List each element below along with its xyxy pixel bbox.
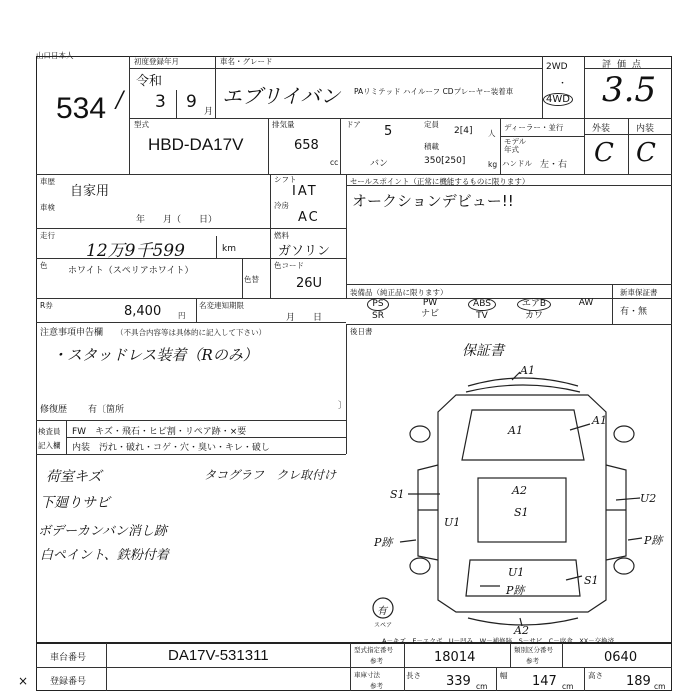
mark-s1-center: S1: [514, 506, 529, 519]
equipment-item-bottom: SR: [372, 311, 384, 322]
designation-number: 18014: [434, 650, 476, 665]
lot-number: 534: [56, 92, 107, 125]
handle: 左・右: [540, 160, 568, 170]
mark-s1-left: S1: [390, 488, 405, 501]
warranty: 有・無: [620, 307, 648, 317]
mark-p-left: P跡: [374, 536, 393, 549]
mark-u1-left: U1: [444, 516, 461, 529]
mark-s1-right: S1: [584, 574, 599, 587]
length-value: 339: [446, 674, 471, 689]
history-value: 自家用: [70, 184, 110, 199]
comment-1: 荷室キズ: [46, 469, 102, 485]
doors: 5: [384, 124, 393, 139]
class-number: 0640: [604, 650, 638, 665]
repair-value: 有〔箇所: [88, 405, 125, 415]
drive-4wd-circled: 4WD: [543, 93, 573, 106]
mark-u1-rear: U1: [508, 566, 525, 579]
load: 350[250]: [424, 156, 466, 166]
inspector-row-1: FW キズ・飛石・ヒビ割・リペア跡・×要: [72, 427, 247, 437]
width-value: 147: [532, 674, 557, 689]
comment-3: ボデーカンバン消し跡: [38, 524, 167, 539]
mark-p-right: P跡: [644, 534, 663, 547]
recycle-value: 月 日: [286, 313, 323, 323]
comment-2: 下廻りサビ: [40, 495, 110, 511]
mark-a2-center: A2: [512, 484, 527, 497]
grade: PAリミテッド ハイルーフ CDプレーヤー装着車: [354, 87, 514, 96]
r-value: 8,400: [124, 304, 162, 319]
comment-5: タコグラフ クレ取付け: [204, 468, 337, 482]
inspection-value: 年 月（ 日）: [136, 215, 218, 225]
damage-legend: A－キズ E－エクボ U－凹み W－補修跡 S－サビ C－腐食 XX－交換済: [382, 637, 615, 645]
exterior-grade: C: [594, 138, 614, 168]
corner-text: 山口日本人: [36, 51, 74, 60]
ac-value: AC: [298, 210, 320, 225]
inspector-row-2: 内装 汚れ・破れ・コゲ・穴・臭い・キレ・破し: [72, 443, 270, 453]
color-value: ホワイト（スペリアホワイト）: [68, 266, 194, 276]
mark-a2-bottom: A2: [514, 624, 529, 637]
mileage: 12万9千599: [86, 241, 185, 261]
model-code: HBD-DA17V: [148, 135, 244, 154]
interior-grade: C: [636, 138, 656, 168]
fuel-value: ガソリン: [278, 244, 331, 259]
equipment-item-bottom: TV: [476, 311, 488, 322]
reg-month: 9: [186, 92, 197, 112]
chassis-number: DA17V-531311: [168, 647, 269, 664]
equipment-item-top: エアB: [517, 298, 551, 311]
car-name: エブリイバン: [222, 84, 341, 108]
mark-a1-top: A1: [520, 364, 535, 377]
backpaper-text: 保証書: [462, 343, 504, 359]
score-value: 3.5: [602, 70, 657, 110]
comment-4: 白ペイント、鉄粉付着: [40, 548, 169, 563]
capacity: 2[4]: [454, 126, 473, 136]
x-mark: ×: [18, 674, 29, 688]
mark-u2-right: U2: [640, 492, 657, 505]
shift-value: IAT: [292, 184, 318, 199]
equipment-item-bottom: ナビ: [420, 309, 439, 320]
spare-label: スペア: [374, 622, 393, 629]
equipment-item-bottom: カワ: [524, 311, 543, 322]
mark-p-rear: P跡: [506, 584, 525, 597]
height-value: 189: [626, 674, 651, 689]
mark-a1-right: A1: [592, 414, 607, 427]
equipment-item-top: AW: [578, 298, 594, 308]
equipment-item-top: ABS: [468, 298, 496, 311]
equipment-item-top: PS: [367, 298, 388, 311]
sales-point-text: オークションデビュー!!: [352, 192, 514, 210]
displacement: 658: [294, 138, 319, 153]
body-type: バン: [370, 159, 389, 169]
equipment-item-top: PW: [422, 298, 438, 308]
era: 令和: [136, 74, 163, 89]
reg-year: 3: [155, 92, 166, 112]
notes-text: ・スタッドレス装着（Rのみ）: [52, 346, 258, 364]
mark-a1-front: A1: [508, 424, 523, 437]
spare-mark: 有: [377, 606, 387, 617]
color-code: 26U: [296, 276, 323, 291]
